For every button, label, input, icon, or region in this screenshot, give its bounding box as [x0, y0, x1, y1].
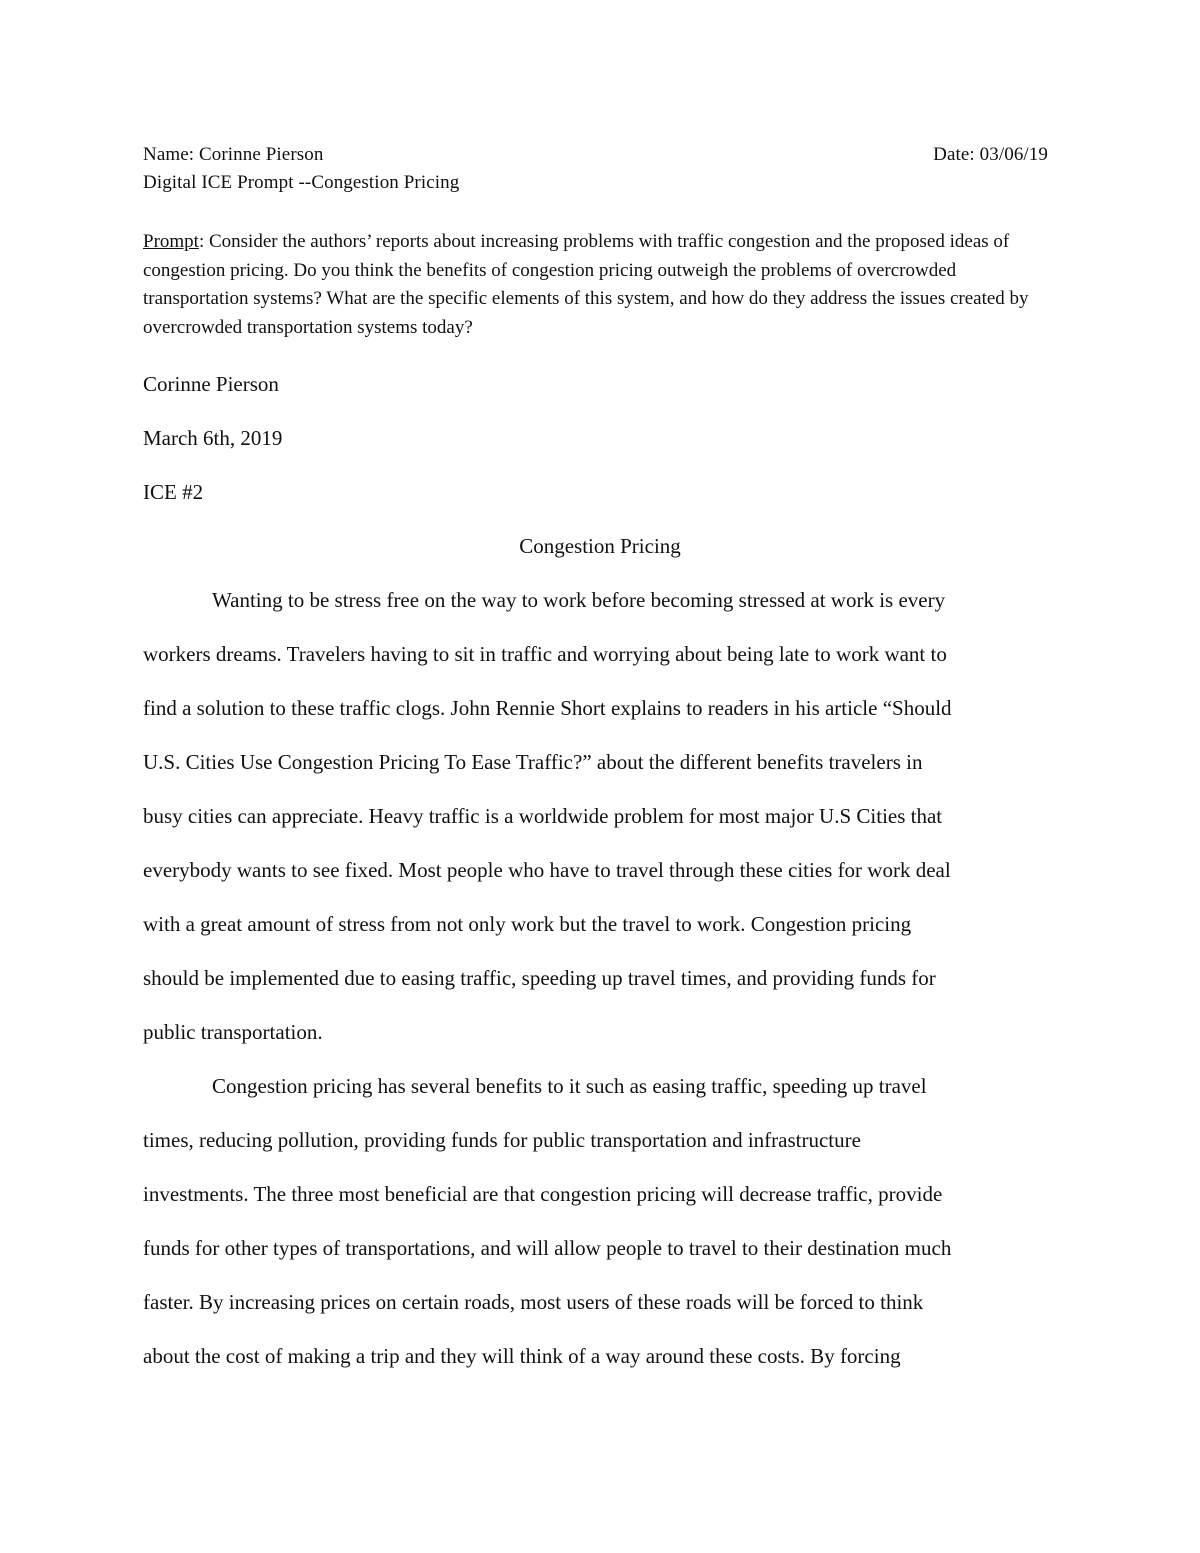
paragraph-line: should be implemented due to easing traffic, speeding up travel times, and providing funds for: [143, 966, 936, 990]
prompt-label: Prompt: [143, 231, 199, 252]
essay-paragraph-1: [143, 573, 1058, 1059]
prompt-block: [143, 228, 1058, 342]
essay-date: March 6th, 2019: [143, 426, 283, 450]
paragraph-line: faster. By increasing prices on certain roads, most users of these roads will be forced to think: [143, 1290, 924, 1314]
paragraph-line: with a great amount of stress from not only work but the travel to work. Congestion pricing: [143, 912, 912, 936]
paragraph-line: about the cost of making a trip and they will think of a way around these costs. By forcing: [143, 1344, 901, 1368]
essay-ice-number: ICE #2: [143, 480, 204, 504]
student-name: Name: Corinne Pierson: [143, 144, 324, 165]
paragraph-line: everybody wants to see fixed. Most people who have to travel through these cities for work deal: [143, 858, 951, 882]
assignment-title: Digital ICE Prompt --Congestion Pricing: [143, 172, 460, 193]
paragraph-line: busy cities can appreciate. Heavy traffic is a worldwide problem for most major U.S Cities that: [143, 804, 943, 828]
prompt-text: : Consider the authors’ reports about increasing problems with traffic congestion and the proposed ideas of congestion pricing. Do you think the benefits of congestion pricing outweigh the problems of overcrowded transportation systems? What are the specific elements of this system, and how do they address the issues created by overcrowded transportation systems today?: [143, 231, 1029, 338]
essay-title: Congestion Pricing: [519, 534, 681, 558]
essay-paragraph-2: [143, 1059, 1058, 1383]
paragraph-line: funds for other types of transportations, and will allow people to travel to their destination much: [143, 1236, 952, 1260]
paragraph-line: workers dreams. Travelers having to sit in traffic and worrying about being late to work want to: [143, 642, 947, 666]
header-name-date-line: [143, 141, 1048, 169]
paragraph-line: public transportation.: [143, 1020, 323, 1044]
paragraph-line: Congestion pricing has several benefits to it such as easing traffic, speeding up travel: [212, 1074, 927, 1098]
paragraph-line: investments. The three most beneficial are that congestion pricing will decrease traffic, provide: [143, 1182, 943, 1206]
essay-author: Corinne Pierson: [143, 372, 279, 396]
paragraph-line: U.S. Cities Use Congestion Pricing To Ease Traffic?” about the different benefits travelers in: [143, 750, 923, 774]
paragraph-line: Wanting to be stress free on the way to work before becoming stressed at work is every: [212, 588, 946, 612]
paragraph-line: times, reducing pollution, providing funds for public transportation and infrastructure: [143, 1128, 861, 1152]
header-date: Date: 03/06/19: [933, 144, 1048, 165]
paragraph-line: find a solution to these traffic clogs. John Rennie Short explains to readers in his article “Should: [143, 696, 952, 720]
